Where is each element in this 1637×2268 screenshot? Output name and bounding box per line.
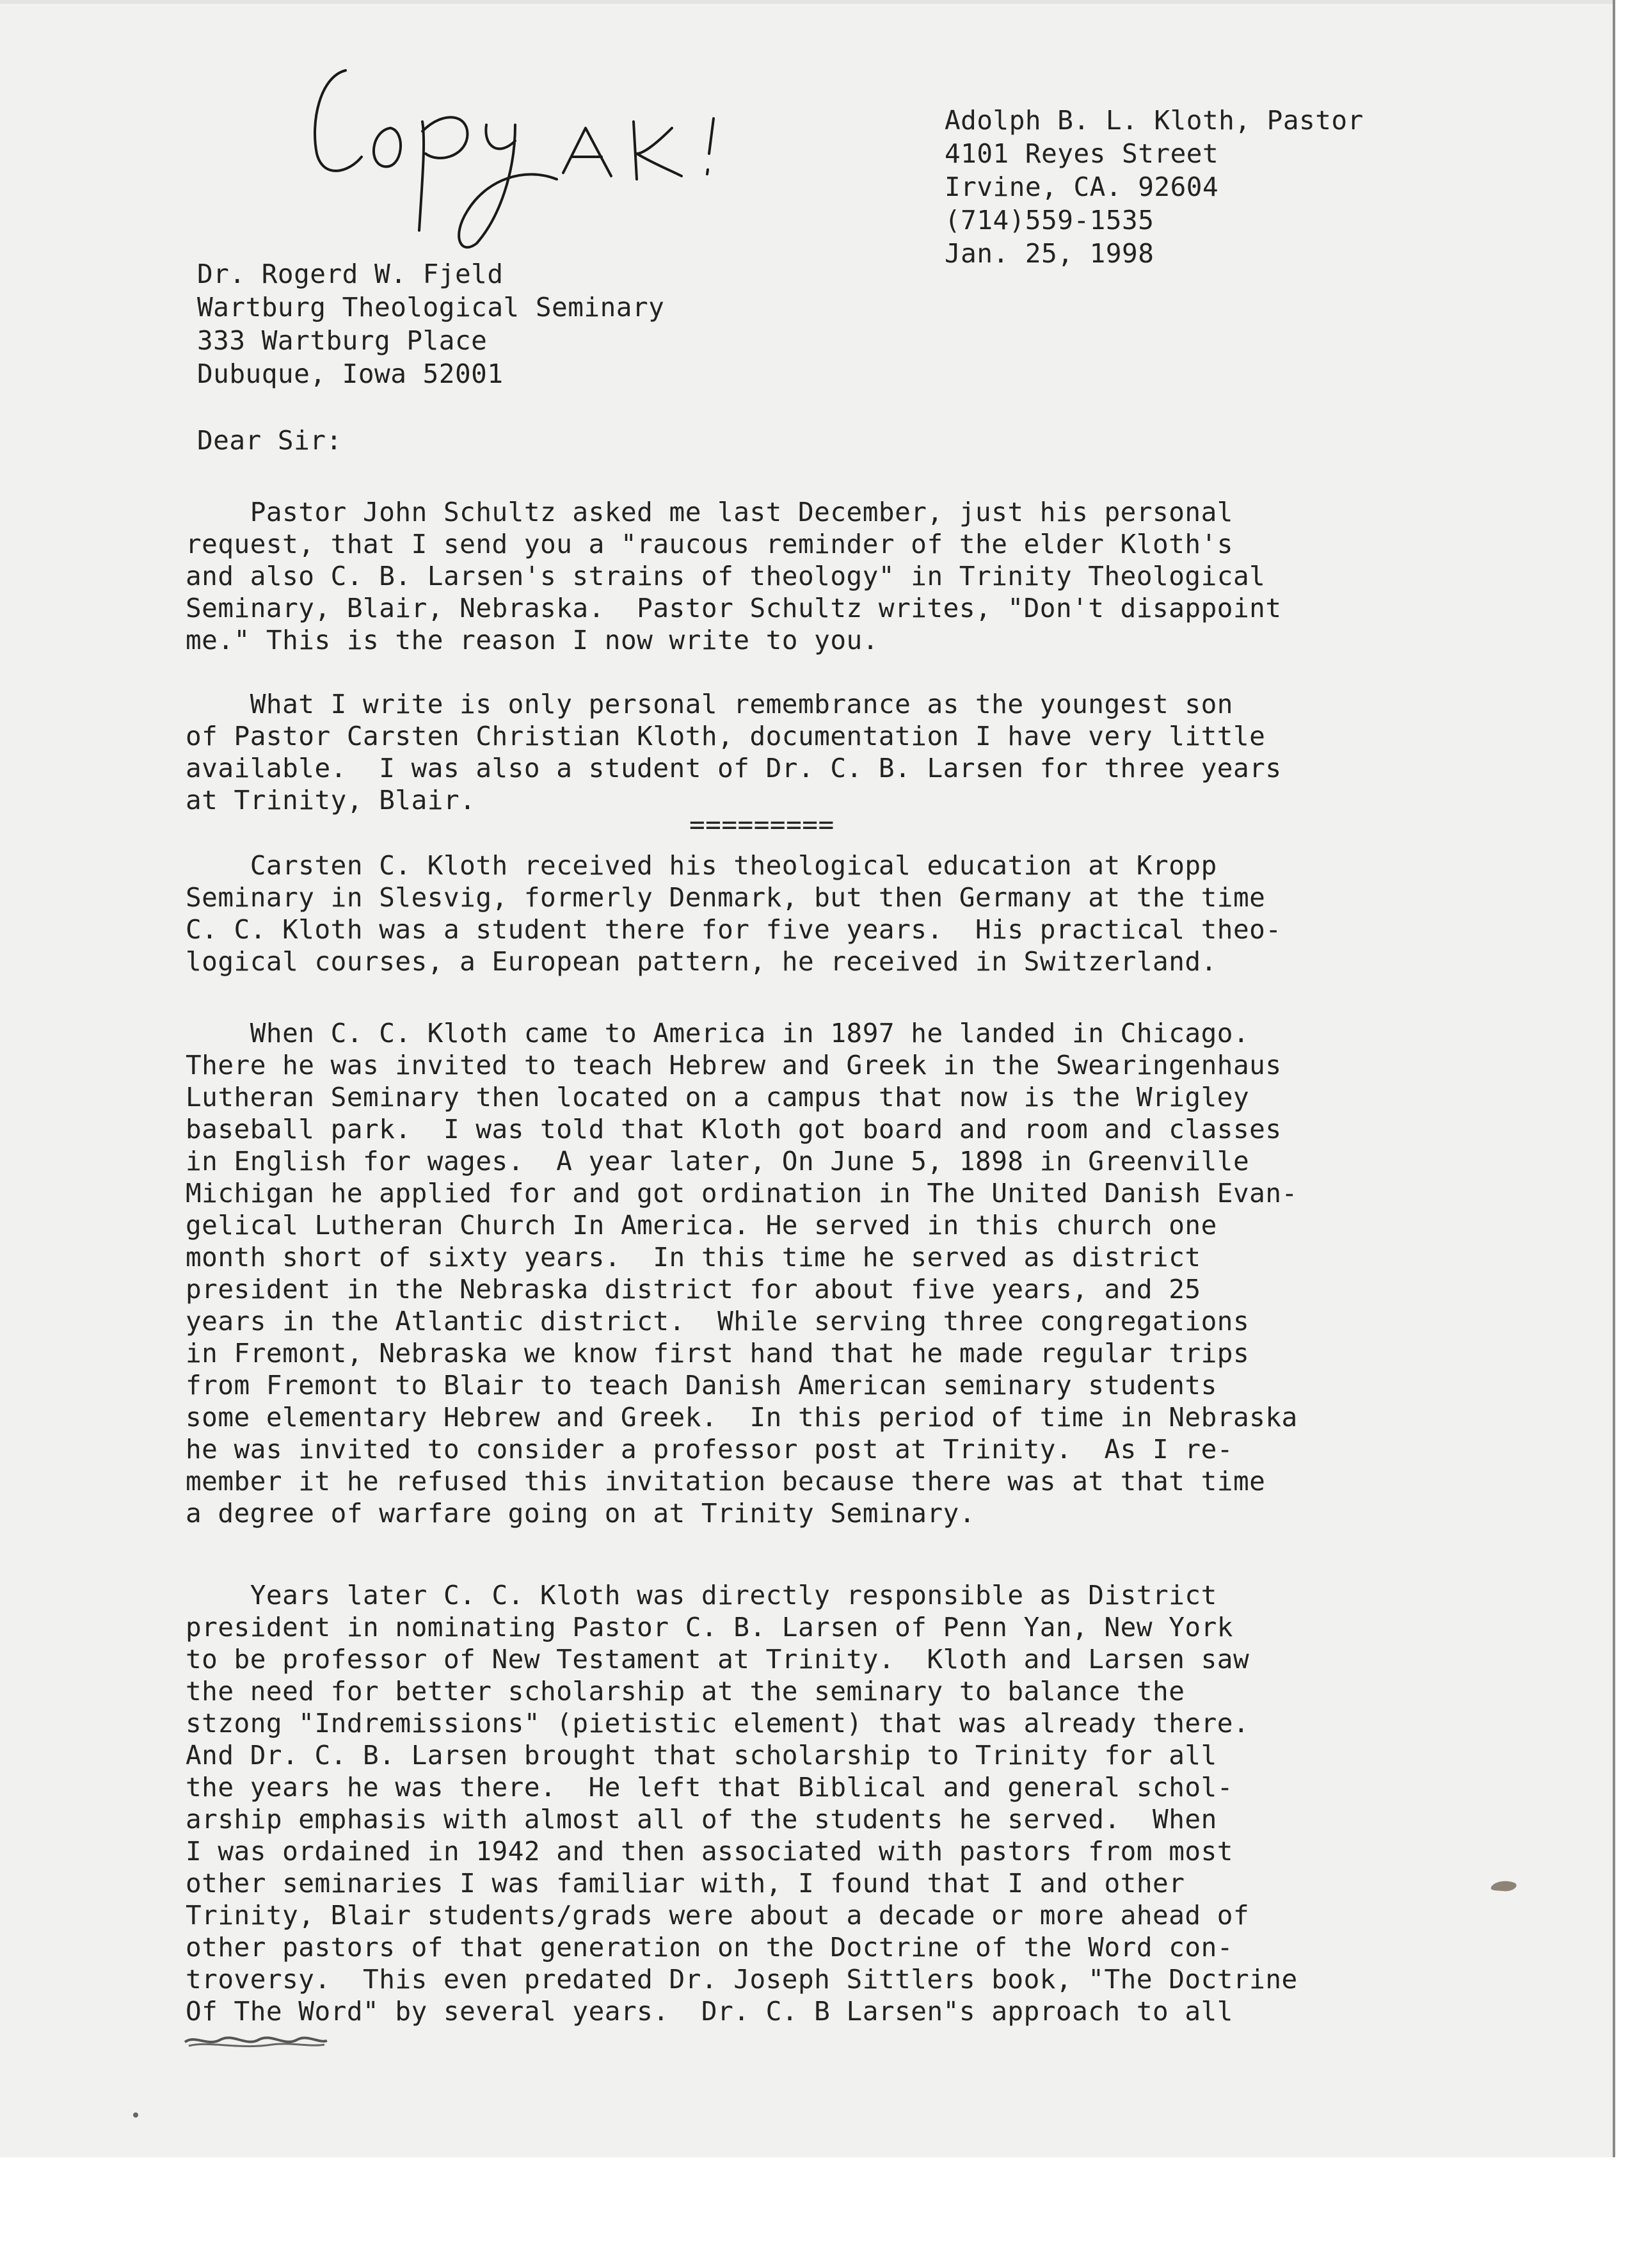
body-line: request, that I send you a "raucous reminder of the elder Kloth's — [186, 529, 1233, 559]
body-line: other pastors of that generation on the Doctrine of the Word con- — [186, 1932, 1233, 1963]
recipient-street: 333 Wartburg Place — [197, 325, 488, 356]
scan-dot — [132, 2111, 140, 2119]
body-line: in Fremont, Nebraska we know first hand that he made regular trips — [186, 1338, 1250, 1369]
body-line: Years later C. C. Kloth was directly responsible as District — [186, 1580, 1217, 1611]
sender-street: 4101 Reyes Street — [945, 138, 1219, 169]
scan-edge-right — [1613, 0, 1637, 2268]
body-line: Carsten C. Kloth received his theological education at Kropp — [186, 850, 1217, 881]
body-line: gelical Lutheran Church In America. He served in this church one — [186, 1210, 1217, 1241]
ink-smudge — [1489, 1878, 1519, 1895]
letter-date: Jan. 25, 1998 — [945, 238, 1154, 269]
body-line: Seminary, Blair, Nebraska. Pastor Schultz writes, "Don't disappoint — [186, 593, 1282, 623]
body-line: me." This is the reason I now write to you. — [186, 625, 879, 655]
sender-phone: (714)559-1535 — [945, 205, 1154, 236]
sender-name: Adolph B. L. Kloth, Pastor — [945, 105, 1364, 136]
body-line: other seminaries I was familiar with, I found that I and other — [186, 1868, 1185, 1899]
body-line: logical courses, a European pattern, he received in Switzerland. — [186, 946, 1217, 977]
section-separator: ========= — [689, 809, 834, 840]
scan-edge-top — [0, 0, 1637, 4]
body-line: Trinity, Blair students/grads were about a decade or more ahead of — [186, 1900, 1250, 1931]
body-line: There he was invited to teach Hebrew and Greek in the Swearingenhaus — [186, 1050, 1282, 1081]
body-line: president in the Nebraska district for about five years, and 25 — [186, 1274, 1201, 1305]
body-line: available. I was also a student of Dr. C. B. Larsen for three years — [186, 753, 1282, 784]
body-line: the need for better scholarship at the seminary to balance the — [186, 1676, 1185, 1707]
body-line: Lutheran Seminary then located on a campus that now is the Wrigley — [186, 1082, 1250, 1113]
body-line: at Trinity, Blair. — [186, 785, 476, 816]
handwritten-copy-annotation — [294, 51, 755, 256]
body-line: of Pastor Carsten Christian Kloth, documentation I have very little — [186, 721, 1266, 752]
body-line: I was ordained in 1942 and then associated with pastors from most — [186, 1836, 1233, 1867]
body-line: Seminary in Slesvig, formerly Denmark, but then Germany at the time — [186, 882, 1266, 913]
body-line: the years he was there. He left that Biblical and general schol- — [186, 1772, 1233, 1803]
body-line: When C. C. Kloth came to America in 1897 he landed in Chicago. — [186, 1018, 1250, 1049]
body-line: arship emphasis with almost all of the students he served. When — [186, 1804, 1217, 1835]
body-line: a degree of warfare going on at Trinity Seminary. — [186, 1498, 976, 1529]
body-line: to be professor of New Testament at Trinity. Kloth and Larsen saw — [186, 1644, 1250, 1675]
recipient-name: Dr. Rogerd W. Fjeld — [197, 259, 504, 289]
body-line: C. C. Kloth was a student there for five years. His practical theo- — [186, 914, 1282, 945]
body-line: stzong "Indremissions" (pietistic element) that was already there. — [186, 1708, 1250, 1739]
body-line: And Dr. C. B. Larsen brought that scholarship to Trinity for all — [186, 1740, 1217, 1771]
sender-city: Irvine, CA. 92604 — [945, 172, 1219, 202]
recipient-org: Wartburg Theological Seminary — [197, 292, 665, 323]
body-line: Of The Word" by several years. Dr. C. B Larsen"s approach to all — [186, 1996, 1233, 2027]
strikethrough-scribble — [182, 2028, 330, 2054]
body-line: he was invited to consider a professor post at Trinity. As I re- — [186, 1434, 1233, 1465]
body-line: from Fremont to Blair to teach Danish American seminary students — [186, 1370, 1217, 1401]
body-line: and also C. B. Larsen's strains of theology" in Trinity Theological — [186, 561, 1266, 591]
body-line: baseball park. I was told that Kloth got board and room and classes — [186, 1114, 1282, 1145]
body-line: Pastor John Schultz asked me last December, just his personal — [186, 497, 1233, 527]
recipient-city: Dubuque, Iowa 52001 — [197, 358, 504, 389]
body-line: month short of sixty years. In this time he served as district — [186, 1242, 1201, 1273]
body-line: troversy. This even predated Dr. Joseph Sittlers book, "The Doctrine — [186, 1964, 1298, 1995]
salutation: Dear Sir: — [197, 425, 342, 456]
scan-bottom-margin — [0, 2157, 1637, 2268]
body-line: president in nominating Pastor C. B. Larsen of Penn Yan, New York — [186, 1612, 1233, 1643]
body-line: in English for wages. A year later, On June 5, 1898 in Greenville — [186, 1146, 1250, 1177]
body-line: some elementary Hebrew and Greek. In this period of time in Nebraska — [186, 1402, 1298, 1433]
body-line: years in the Atlantic district. While serving three congregations — [186, 1306, 1250, 1337]
body-line: Michigan he applied for and got ordination in The United Danish Evan- — [186, 1178, 1298, 1209]
body-line: member it he refused this invitation because there was at that time — [186, 1466, 1266, 1497]
body-line: What I write is only personal remembrance as the youngest son — [186, 689, 1233, 720]
